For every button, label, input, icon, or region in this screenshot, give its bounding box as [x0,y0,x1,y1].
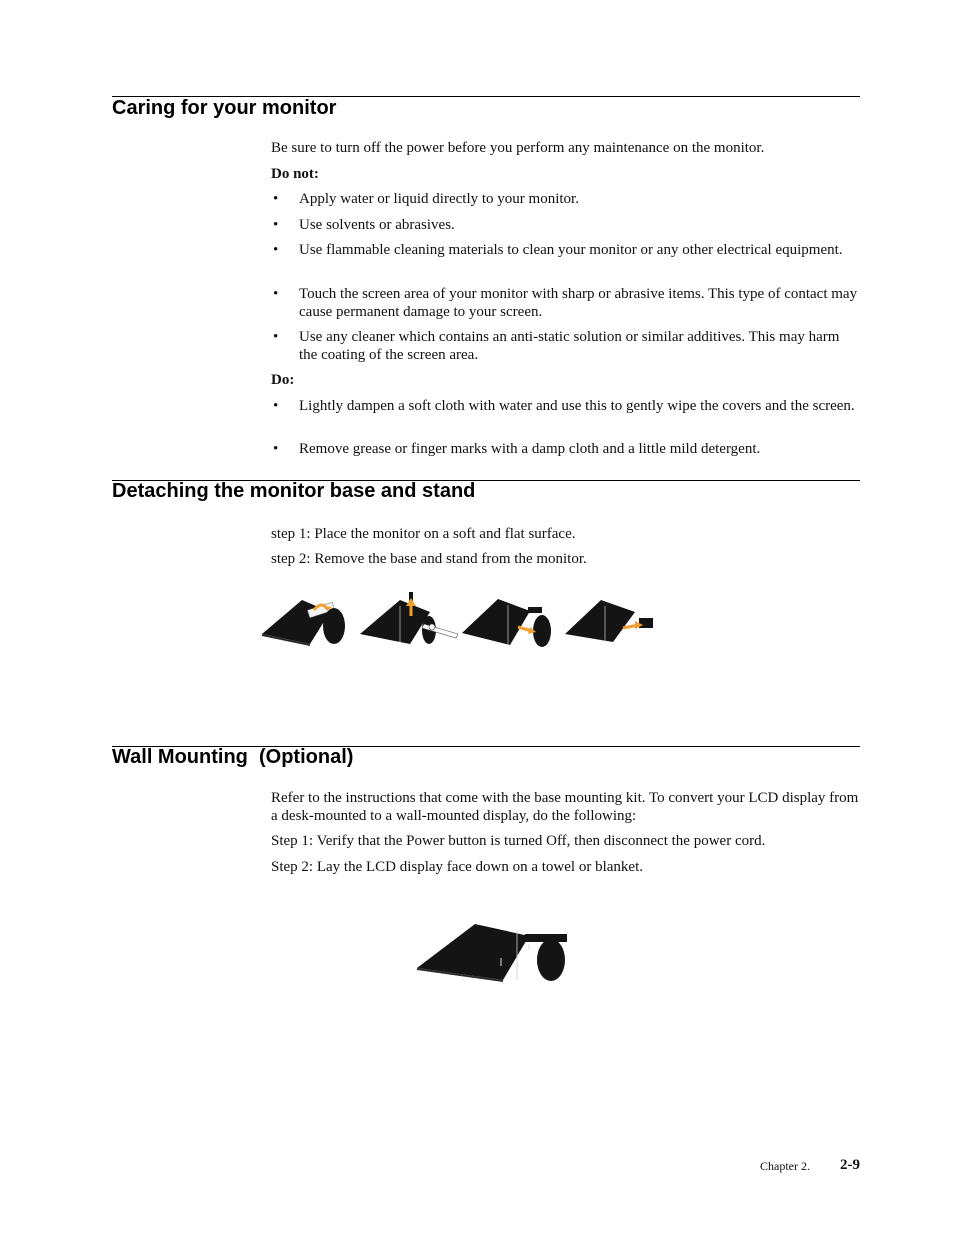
do-not-item-text: Apply water or liquid directly to your monitor. [299,191,579,207]
do-not-item [271,242,861,260]
heading-caring: Caring for your monitor [112,97,337,119]
do-not-item-text: Use solvents or abrasives. [299,217,455,233]
do-item-text: Remove grease or finger marks with a damp cloth and a little mild detergent. [299,441,761,457]
heading-wall: Wall Mounting (Optional) [112,746,354,768]
caring-intro: Be sure to turn off the power before you perform any maintenance on the monitor. [271,140,765,156]
detach-step: step 2: Remove the base and stand from the monitor. [271,551,587,567]
bullet-marker: • [273,191,279,207]
do-not-item [271,191,861,209]
wall-step: Step 1: Verify that the Power button is turned Off, then disconnect the power cord. [271,833,766,849]
bullet-marker: • [273,441,279,457]
do-item-text: Lightly dampen a soft cloth with water and use this to gently wipe the covers and the screen. [299,398,855,414]
do-not-item-text: Use any cleaner which contains an anti-static solution or similar additives. This may harm the coating of the screen area. [299,329,840,363]
monitor-screwdriver-icon [360,592,460,648]
wall-intro: Refer to the instructions that come with the base mounting kit. To convert your LCD display from a desk-mounted to a wall-mounted display, do the following: [271,790,859,824]
page-number: 2-9 [840,1157,860,1173]
detach-step: step 1: Place the monitor on a soft and flat surface. [271,526,576,542]
do-not-label: Do not: [271,166,319,182]
do-not-item-text: Touch the screen area of your monitor with sharp or abrasive items. This type of contact may cause permanent damage to your screen. [299,286,858,320]
bullet-marker: • [273,398,279,414]
heading-detaching: Detaching the monitor base and stand [112,480,476,502]
monitor-stand-detached-icon [565,598,657,644]
do-item [271,398,861,416]
do-not-item [271,217,861,235]
monitor-remove-stand-icon [462,597,552,649]
do-item [271,441,861,459]
do-label: Do: [271,372,295,388]
do-not-item-text: Use flammable cleaning materials to clean your monitor or any other electrical equipment. [299,242,843,258]
chapter-label: Chapter 2. [760,1159,810,1173]
do-not-item [271,329,861,364]
bullet-marker: • [273,217,279,233]
bullet-marker: • [273,242,279,258]
page-footer [700,1157,860,1177]
bullet-marker: • [273,329,279,345]
bullet-marker: • [273,286,279,302]
wall-step: Step 2: Lay the LCD display face down on a towel or blanket. [271,859,643,875]
monitor-face-down-rotate-icon [262,596,352,648]
monitor-face-down-icon [417,922,569,984]
do-not-item [271,286,861,321]
